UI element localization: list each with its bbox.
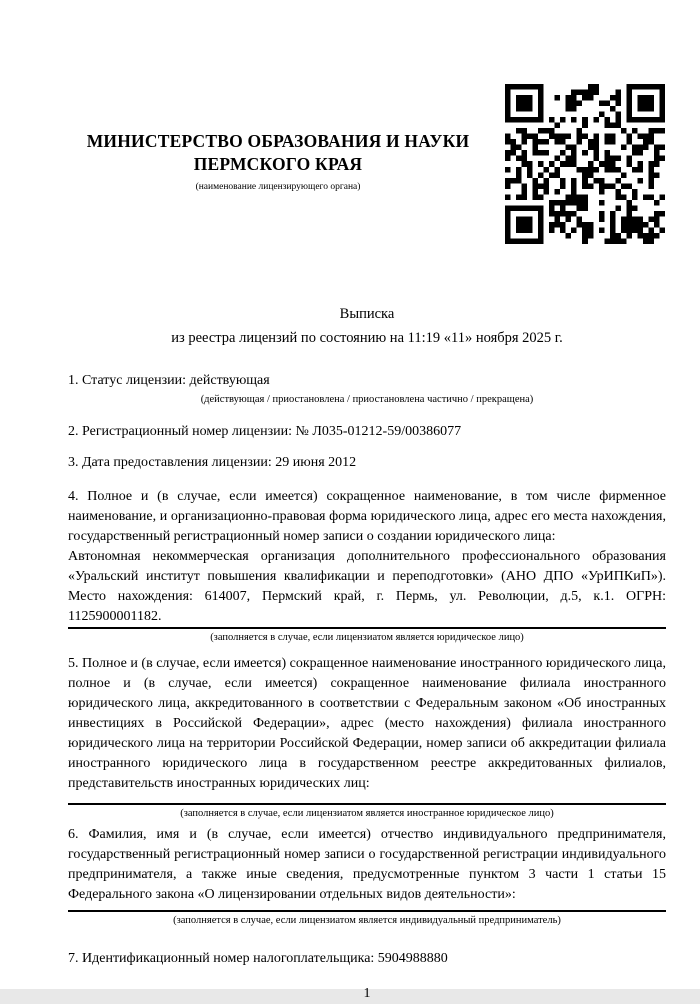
license-status-caption: (действующая / приостановлена / приостановлена частично / прекращена) xyxy=(200,394,534,405)
foreign-entity-empty-value-line xyxy=(68,794,666,803)
document-title-block xyxy=(68,302,666,350)
document-title: Выписка xyxy=(339,306,395,322)
issuer-caption: (наименование лицензирующего органа) xyxy=(195,182,361,192)
foreign-entity-ruled-area xyxy=(68,654,666,805)
foreign-entity-label: 5. Полное и (в случае, если имеется) сокращенное наименование иностранного юридического лица, полное и (в случае, если имеется) сокращенное наименование филиала иностранного юридического лица, аккредитованного в соответствии с Федеральным законом «Об иностранных инвестициях в Российской Федерации», адрес (место нахождения) филиала иностранного юридического лица на территории Российской Федерации, номер записи об аккредитации филиала иностранного юридического лица в государственном реестре аккредитованных филиалов, представительств иностранных юридических лиц: xyxy=(68,656,666,791)
entrepreneur-label: 6. Фамилия, имя и (в случае, если имеется) отчество индивидуального предпринимателя, государственный регистрационный номер записи о государственной регистрации индивидуального предпринимателя, а также иные сведения, предусмотренные пунктом 3 части 1 статьи 15 Федерального закона «О лицензировании отдельных видов деятельности»: xyxy=(68,827,666,902)
entrepreneur-ruled-area xyxy=(68,825,666,912)
item-entrepreneur xyxy=(68,825,666,928)
legal-entity-label: 4. Полное и (в случае, если имеется) сокращенное наименование, в том числе фирменное наименование, и организационно-правовая форма юридического лица, адрес его места нахождения, государственный регистрационный номер записи о создании юридического лица: xyxy=(68,489,666,544)
legal-entity-ruled-area xyxy=(68,487,666,629)
item-legal-entity xyxy=(68,487,666,645)
item-taxpayer-number xyxy=(68,949,666,969)
document-body xyxy=(68,371,666,1004)
qr-code-icon xyxy=(505,84,665,244)
foreign-entity-caption: (заполняется в случае, если лицензиатом является иностранное юридическое лицо) xyxy=(180,808,554,819)
entrepreneur-empty-value-line xyxy=(68,905,666,910)
grant-date-text: 3. Дата предоставления лицензии: 29 июня 2012 xyxy=(68,455,357,470)
item-grant-date xyxy=(68,453,666,473)
item-registration-number xyxy=(68,422,666,442)
taxpayer-number-text: 7. Идентификационный номер налогоплательщика: 5904988880 xyxy=(68,951,448,966)
legal-entity-value: Автономная некоммерческая организация дополнительного профессионального образования «Уральский институт повышения квалификации и переподготовки» (АНО ДПО «УрИПКиП»). Место нахождения: 614007, Пермский край, г. Пермь, ул. Революции, д.5, к.1. ОГРН: 1125900001182. xyxy=(68,549,666,624)
item-license-status xyxy=(68,371,666,407)
registration-number-text: 2. Регистрационный номер лицензии: № Л035-01212-59/00386077 xyxy=(68,424,462,439)
legal-entity-caption: (заполняется в случае, если лицензиатом является юридическое лицо) xyxy=(210,632,524,643)
license-status-text: 1. Статус лицензии: действующая xyxy=(68,373,270,388)
item-foreign-entity xyxy=(68,654,666,821)
entrepreneur-caption: (заполняется в случае, если лицензиатом является индивидуальный предприниматель) xyxy=(173,915,561,926)
issuer-name-line1: МИНИСТЕРСТВО ОБРАЗОВАНИЯ И НАУКИ xyxy=(86,131,470,151)
document-subtitle: из реестра лицензий по состоянию на 11:19 «11» ноября 2025 г. xyxy=(171,330,563,346)
issuer-name-line2: ПЕРМСКОГО КРАЯ xyxy=(193,154,363,174)
issuing-authority-header xyxy=(68,130,488,193)
page-number: 1 xyxy=(363,986,371,1001)
